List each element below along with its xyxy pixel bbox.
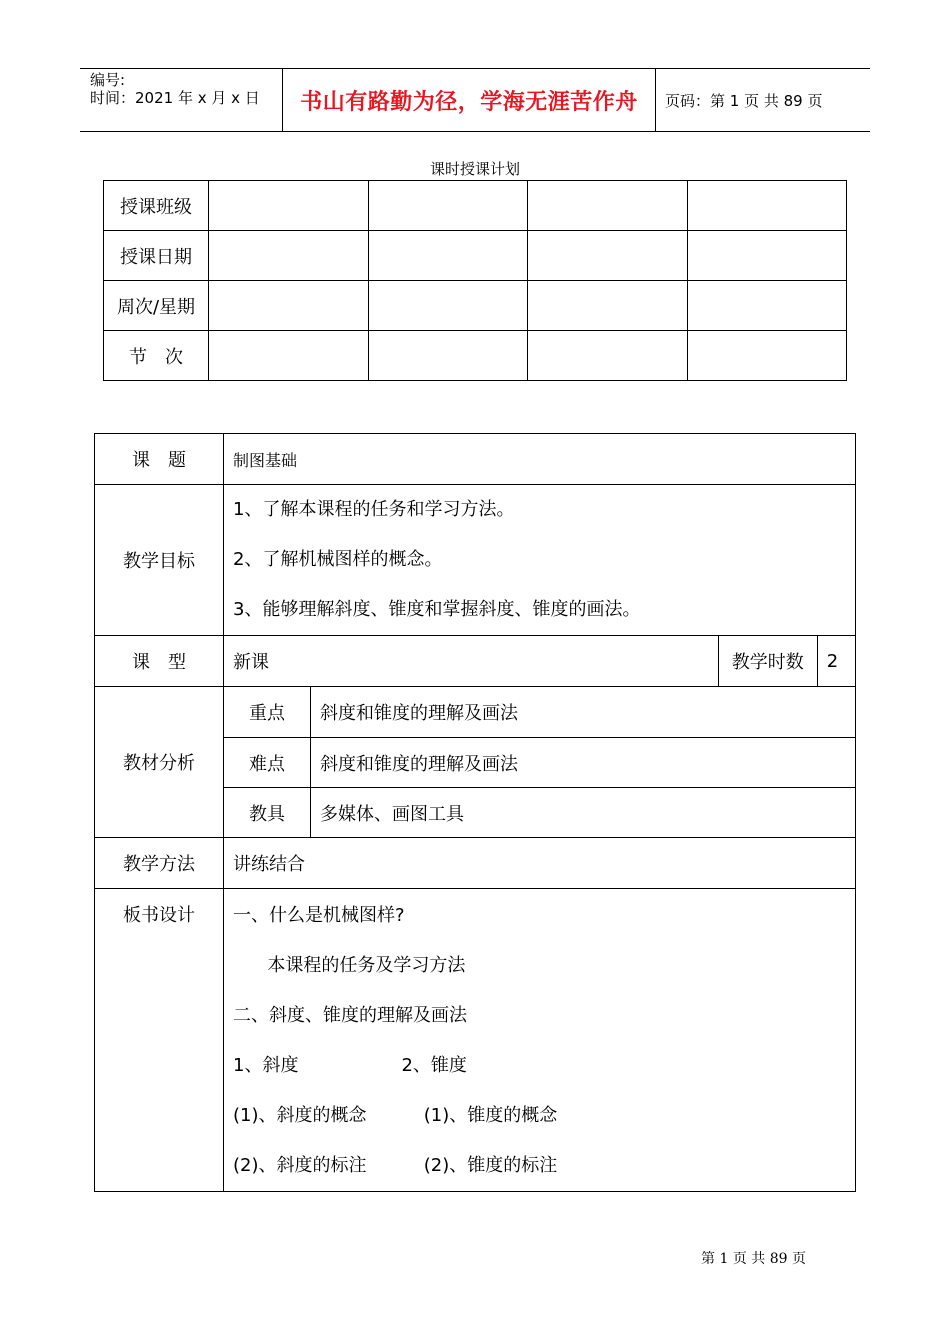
board-line: 二、斜度、锥度的理解及画法 — [233, 1005, 467, 1026]
table-row — [95, 485, 856, 636]
table-cell — [528, 331, 688, 381]
schedule-table — [103, 180, 847, 381]
page-title: 课时授课计划 — [429, 160, 520, 178]
goal-item: 1、了解本课程的任务和学习方法。 — [233, 499, 515, 520]
table-cell — [528, 281, 688, 331]
difficulty-label: 难点 — [224, 738, 311, 788]
table-row — [95, 687, 856, 738]
board-line: 1、斜度 2、锥度 — [233, 1055, 467, 1076]
table-cell — [528, 181, 688, 231]
method-value: 讲练结合 — [224, 838, 856, 889]
table-row — [95, 636, 856, 687]
page-header — [80, 68, 870, 132]
table-cell — [209, 231, 369, 281]
key-point-value: 斜度和锥度的理解及画法 — [311, 687, 856, 738]
motto-cell — [282, 69, 656, 131]
table-cell — [209, 181, 369, 231]
board-line: 一、什么是机械图样? — [233, 905, 405, 926]
class-label: 授课班级 — [104, 181, 209, 231]
tools-value: 多媒体、画图工具 — [311, 788, 856, 838]
key-point-label: 重点 — [224, 687, 311, 738]
date-label: 授课日期 — [104, 231, 209, 281]
table-cell — [368, 331, 528, 381]
hours-label: 教学时数 — [718, 636, 817, 687]
page-footer: 第 1 页 共 89 页 — [701, 1251, 806, 1267]
table-row — [104, 281, 847, 331]
table-cell — [687, 181, 847, 231]
topic-label: 课 题 — [95, 434, 224, 485]
table-cell — [209, 281, 369, 331]
board-label: 板书设计 — [123, 905, 195, 926]
time-label: 时间：2021 年 x 月 x 日 — [90, 89, 260, 107]
table-cell — [687, 281, 847, 331]
board-line: 本课程的任务及学习方法 — [233, 955, 466, 976]
analysis-label: 教材分析 — [95, 687, 224, 838]
table-row — [95, 434, 856, 485]
goal-item: 3、能够理解斜度、锥度和掌握斜度、锥度的画法。 — [233, 599, 641, 620]
type-value: 新课 — [224, 636, 719, 687]
goals-cell — [224, 485, 856, 636]
table-cell — [687, 331, 847, 381]
week-label: 周次/星期 — [104, 281, 209, 331]
type-label: 课 型 — [95, 636, 224, 687]
goals-label: 教学目标 — [95, 485, 224, 636]
table-row — [95, 838, 856, 889]
table-cell — [209, 331, 369, 381]
table-cell — [687, 231, 847, 281]
serial-label: 编号: — [90, 71, 126, 89]
difficulty-value: 斜度和锥度的理解及画法 — [311, 738, 856, 788]
goal-item: 2、了解机械图样的概念。 — [233, 549, 443, 570]
period-label: 节 次 — [104, 331, 209, 381]
table-cell — [368, 231, 528, 281]
table-row — [104, 331, 847, 381]
table-cell — [368, 281, 528, 331]
table-row — [104, 181, 847, 231]
table-cell — [368, 181, 528, 231]
board-line: (1)、斜度的概念 (1)、锥度的概念 — [233, 1105, 558, 1126]
table-row — [95, 889, 856, 1192]
page-number: 页码：第 1 页 共 89 页 — [665, 91, 823, 110]
motto: 书山有路勤为径，学海无涯苦作舟 — [300, 89, 638, 115]
board-label-cell — [95, 889, 224, 1192]
method-label: 教学方法 — [95, 838, 224, 889]
table-cell — [528, 231, 688, 281]
tools-label: 教具 — [224, 788, 311, 838]
board-line: (2)、斜度的标注 (2)、锥度的标注 — [233, 1155, 558, 1176]
table-row — [104, 231, 847, 281]
board-design — [224, 889, 856, 1192]
hours-value: 2 — [817, 636, 855, 687]
topic-value: 制图基础 — [224, 434, 856, 485]
header-meta — [80, 69, 282, 131]
lesson-table — [94, 433, 856, 1192]
